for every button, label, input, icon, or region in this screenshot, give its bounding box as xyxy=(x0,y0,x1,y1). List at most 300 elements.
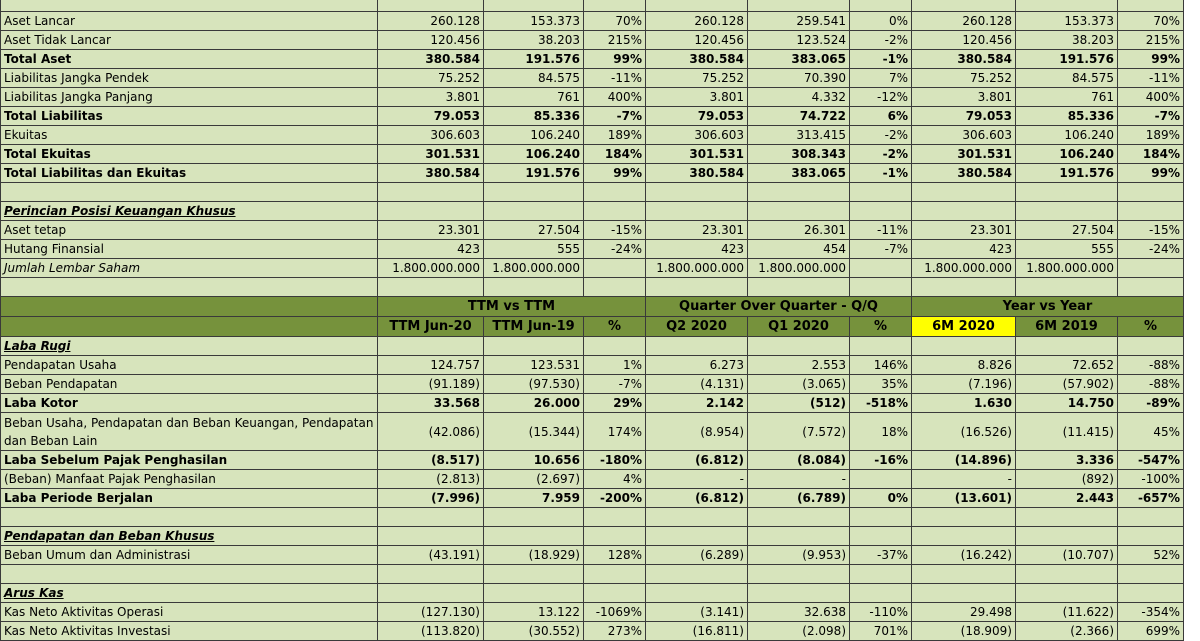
row-label[interactable]: Beban Umum dan Administrasi xyxy=(1,546,378,565)
value-cell[interactable]: - xyxy=(646,470,748,489)
value-cell[interactable]: (2.813) xyxy=(378,470,484,489)
value-cell[interactable]: 555 xyxy=(484,240,584,259)
value-cell[interactable]: 380.584 xyxy=(378,50,484,69)
column-header[interactable]: Q2 2020 xyxy=(646,317,748,337)
empty-cell[interactable] xyxy=(646,508,748,527)
value-cell[interactable]: (11.415) xyxy=(1016,413,1118,451)
value-cell[interactable]: 1.800.000.000 xyxy=(378,259,484,278)
empty-cell[interactable] xyxy=(912,183,1016,202)
value-cell[interactable]: -110% xyxy=(850,603,912,622)
value-cell[interactable]: -7% xyxy=(584,107,646,126)
value-cell[interactable]: -2% xyxy=(850,31,912,50)
value-cell[interactable]: 79.053 xyxy=(378,107,484,126)
empty-cell[interactable] xyxy=(1118,183,1184,202)
value-cell[interactable]: 153.373 xyxy=(1016,12,1118,31)
empty-cell[interactable] xyxy=(484,337,584,356)
value-cell[interactable]: 35% xyxy=(850,375,912,394)
value-cell[interactable]: 85.336 xyxy=(484,107,584,126)
value-cell[interactable]: 306.603 xyxy=(646,126,748,145)
value-cell[interactable]: 128% xyxy=(584,546,646,565)
value-cell[interactable]: 1% xyxy=(584,356,646,375)
empty-cell[interactable] xyxy=(850,508,912,527)
value-cell[interactable]: -1069% xyxy=(584,603,646,622)
value-cell[interactable]: 3.801 xyxy=(378,88,484,107)
empty-cell[interactable] xyxy=(850,183,912,202)
value-cell[interactable]: 84.575 xyxy=(484,69,584,88)
value-cell[interactable]: 761 xyxy=(484,88,584,107)
value-cell[interactable]: (7.196) xyxy=(912,375,1016,394)
value-cell[interactable]: 4% xyxy=(584,470,646,489)
value-cell[interactable]: 38.203 xyxy=(1016,31,1118,50)
empty-cell[interactable] xyxy=(646,183,748,202)
empty-cell[interactable] xyxy=(646,584,748,603)
row-label[interactable]: (Beban) Manfaat Pajak Penghasilan xyxy=(1,470,378,489)
value-cell[interactable]: -7% xyxy=(584,375,646,394)
value-cell[interactable]: (113.820) xyxy=(378,622,484,641)
value-cell[interactable]: -11% xyxy=(584,69,646,88)
value-cell[interactable]: -547% xyxy=(1118,451,1184,470)
value-cell[interactable]: 191.576 xyxy=(484,164,584,183)
value-cell[interactable]: (14.896) xyxy=(912,451,1016,470)
value-cell[interactable]: -37% xyxy=(850,546,912,565)
empty-cell[interactable] xyxy=(1118,202,1184,221)
empty-cell[interactable] xyxy=(378,202,484,221)
value-cell[interactable]: 761 xyxy=(1016,88,1118,107)
empty-cell[interactable] xyxy=(850,337,912,356)
empty-cell[interactable] xyxy=(378,584,484,603)
value-cell[interactable]: 1.800.000.000 xyxy=(1016,259,1118,278)
value-cell[interactable]: -518% xyxy=(850,394,912,413)
value-cell[interactable]: 99% xyxy=(584,50,646,69)
empty-cell[interactable] xyxy=(1118,527,1184,546)
empty-cell[interactable] xyxy=(748,584,850,603)
value-cell[interactable]: (18.909) xyxy=(912,622,1016,641)
value-cell[interactable]: -657% xyxy=(1118,489,1184,508)
empty-cell[interactable] xyxy=(1016,584,1118,603)
empty-cell[interactable] xyxy=(912,565,1016,584)
value-cell[interactable]: 301.531 xyxy=(378,145,484,164)
empty-cell[interactable] xyxy=(1016,565,1118,584)
empty-cell[interactable] xyxy=(1118,565,1184,584)
value-cell[interactable]: 23.301 xyxy=(646,221,748,240)
value-cell[interactable]: 18% xyxy=(850,413,912,451)
value-cell[interactable]: (6.289) xyxy=(646,546,748,565)
row-label[interactable]: Laba Sebelum Pajak Penghasilan xyxy=(1,451,378,470)
value-cell[interactable]: 454 xyxy=(748,240,850,259)
empty-cell[interactable] xyxy=(1016,202,1118,221)
empty-cell[interactable] xyxy=(646,565,748,584)
value-cell[interactable]: -89% xyxy=(1118,394,1184,413)
value-cell[interactable]: 7.959 xyxy=(484,489,584,508)
value-cell[interactable]: 99% xyxy=(584,164,646,183)
value-cell[interactable]: 301.531 xyxy=(912,145,1016,164)
column-header[interactable]: % xyxy=(850,317,912,337)
value-cell[interactable]: 191.576 xyxy=(484,50,584,69)
empty-cell[interactable] xyxy=(584,0,646,12)
row-label[interactable]: Beban Usaha, Pendapatan dan Beban Keuangan, Pendapatan dan Beban Lain xyxy=(1,413,378,451)
row-label[interactable]: Aset Lancar xyxy=(1,12,378,31)
value-cell[interactable]: 70% xyxy=(1118,12,1184,31)
value-cell[interactable]: 6% xyxy=(850,107,912,126)
empty-cell[interactable] xyxy=(484,278,584,297)
section-title[interactable]: Perincian Posisi Keuangan Khusus xyxy=(1,202,378,221)
value-cell[interactable]: 1.800.000.000 xyxy=(484,259,584,278)
value-cell[interactable]: 3.336 xyxy=(1016,451,1118,470)
empty-cell[interactable] xyxy=(646,202,748,221)
empty-cell[interactable] xyxy=(912,0,1016,12)
value-cell[interactable]: 1.800.000.000 xyxy=(748,259,850,278)
empty-cell[interactable] xyxy=(484,0,584,12)
empty-cell[interactable] xyxy=(1016,278,1118,297)
value-cell[interactable]: -7% xyxy=(1118,107,1184,126)
value-cell[interactable]: 306.603 xyxy=(378,126,484,145)
value-cell[interactable]: (2.366) xyxy=(1016,622,1118,641)
value-cell[interactable]: 27.504 xyxy=(1016,221,1118,240)
empty-cell[interactable] xyxy=(378,0,484,12)
empty-cell[interactable] xyxy=(1016,508,1118,527)
value-cell[interactable]: (7.996) xyxy=(378,489,484,508)
empty-cell[interactable] xyxy=(1118,337,1184,356)
value-cell[interactable]: 10.656 xyxy=(484,451,584,470)
empty-cell[interactable] xyxy=(912,202,1016,221)
value-cell[interactable]: (3.065) xyxy=(748,375,850,394)
value-cell[interactable]: 383.065 xyxy=(748,50,850,69)
value-cell[interactable]: (512) xyxy=(748,394,850,413)
empty-cell[interactable] xyxy=(484,527,584,546)
value-cell[interactable]: 1.800.000.000 xyxy=(646,259,748,278)
empty-cell[interactable] xyxy=(850,0,912,12)
empty-cell[interactable] xyxy=(748,565,850,584)
empty-cell[interactable] xyxy=(1118,0,1184,12)
value-cell[interactable]: 99% xyxy=(1118,164,1184,183)
empty-cell[interactable] xyxy=(484,202,584,221)
value-cell[interactable]: -24% xyxy=(584,240,646,259)
value-cell[interactable]: 6.273 xyxy=(646,356,748,375)
value-cell[interactable]: -12% xyxy=(850,88,912,107)
row-label[interactable]: Aset Tidak Lancar xyxy=(1,31,378,50)
empty-cell[interactable] xyxy=(1,183,378,202)
value-cell[interactable]: 45% xyxy=(1118,413,1184,451)
value-cell[interactable]: 380.584 xyxy=(646,164,748,183)
row-label[interactable]: Kas Neto Aktivitas Investasi xyxy=(1,622,378,641)
value-cell[interactable]: 70.390 xyxy=(748,69,850,88)
value-cell[interactable]: 189% xyxy=(584,126,646,145)
empty-cell[interactable] xyxy=(912,278,1016,297)
value-cell[interactable]: 380.584 xyxy=(912,50,1016,69)
value-cell[interactable]: -2% xyxy=(850,145,912,164)
row-label[interactable]: Aset tetap xyxy=(1,221,378,240)
empty-cell[interactable] xyxy=(378,183,484,202)
value-cell[interactable]: 306.603 xyxy=(912,126,1016,145)
value-cell[interactable]: 1.800.000.000 xyxy=(912,259,1016,278)
value-cell[interactable]: (43.191) xyxy=(378,546,484,565)
value-cell[interactable]: 400% xyxy=(584,88,646,107)
value-cell[interactable]: (6.812) xyxy=(646,451,748,470)
group-header-ttm[interactable]: TTM vs TTM xyxy=(378,297,646,317)
empty-cell[interactable] xyxy=(378,278,484,297)
empty-cell[interactable] xyxy=(646,0,748,12)
value-cell[interactable]: (6.789) xyxy=(748,489,850,508)
row-label[interactable]: Ekuitas xyxy=(1,126,378,145)
row-label[interactable]: Liabilitas Jangka Panjang xyxy=(1,88,378,107)
value-cell[interactable]: (11.622) xyxy=(1016,603,1118,622)
row-label[interactable]: Beban Pendapatan xyxy=(1,375,378,394)
header-blank[interactable] xyxy=(1,317,378,337)
value-cell[interactable]: 699% xyxy=(1118,622,1184,641)
value-cell[interactable]: -88% xyxy=(1118,375,1184,394)
value-cell[interactable]: 4.332 xyxy=(748,88,850,107)
value-cell[interactable]: 2.443 xyxy=(1016,489,1118,508)
value-cell[interactable]: 380.584 xyxy=(646,50,748,69)
empty-cell[interactable] xyxy=(1016,0,1118,12)
value-cell[interactable]: 26.000 xyxy=(484,394,584,413)
empty-cell[interactable] xyxy=(484,183,584,202)
value-cell[interactable]: 72.652 xyxy=(1016,356,1118,375)
empty-cell[interactable] xyxy=(748,278,850,297)
value-cell[interactable]: (9.953) xyxy=(748,546,850,565)
value-cell[interactable] xyxy=(850,470,912,489)
value-cell[interactable]: (15.344) xyxy=(484,413,584,451)
value-cell[interactable]: 174% xyxy=(584,413,646,451)
value-cell[interactable]: (18.929) xyxy=(484,546,584,565)
column-header[interactable]: TTM Jun-19 xyxy=(484,317,584,337)
value-cell[interactable]: 191.576 xyxy=(1016,50,1118,69)
empty-cell[interactable] xyxy=(646,278,748,297)
value-cell[interactable]: - xyxy=(748,470,850,489)
value-cell[interactable]: -354% xyxy=(1118,603,1184,622)
empty-cell[interactable] xyxy=(378,565,484,584)
value-cell[interactable]: 23.301 xyxy=(378,221,484,240)
value-cell[interactable]: -16% xyxy=(850,451,912,470)
value-cell[interactable]: -1% xyxy=(850,50,912,69)
value-cell[interactable]: 555 xyxy=(1016,240,1118,259)
row-label[interactable]: Total Liabilitas xyxy=(1,107,378,126)
empty-cell[interactable] xyxy=(1118,508,1184,527)
value-cell[interactable]: 308.343 xyxy=(748,145,850,164)
empty-cell[interactable] xyxy=(378,337,484,356)
column-header[interactable]: 6M 2019 xyxy=(1016,317,1118,337)
value-cell[interactable]: 0% xyxy=(850,12,912,31)
empty-cell[interactable] xyxy=(584,565,646,584)
empty-cell[interactable] xyxy=(484,565,584,584)
value-cell[interactable]: 123.524 xyxy=(748,31,850,50)
empty-cell[interactable] xyxy=(584,183,646,202)
value-cell[interactable]: 29.498 xyxy=(912,603,1016,622)
value-cell[interactable]: 184% xyxy=(1118,145,1184,164)
value-cell[interactable]: (3.141) xyxy=(646,603,748,622)
value-cell[interactable]: 189% xyxy=(1118,126,1184,145)
value-cell[interactable]: (42.086) xyxy=(378,413,484,451)
column-header[interactable]: TTM Jun-20 xyxy=(378,317,484,337)
value-cell[interactable]: -200% xyxy=(584,489,646,508)
value-cell[interactable]: (16.811) xyxy=(646,622,748,641)
value-cell[interactable]: 3.801 xyxy=(646,88,748,107)
value-cell[interactable]: 313.415 xyxy=(748,126,850,145)
value-cell[interactable]: 423 xyxy=(912,240,1016,259)
empty-cell[interactable] xyxy=(584,278,646,297)
value-cell[interactable]: (30.552) xyxy=(484,622,584,641)
empty-cell[interactable] xyxy=(1,0,378,12)
value-cell[interactable]: 99% xyxy=(1118,50,1184,69)
value-cell[interactable]: -24% xyxy=(1118,240,1184,259)
value-cell[interactable]: 259.541 xyxy=(748,12,850,31)
value-cell[interactable]: (892) xyxy=(1016,470,1118,489)
value-cell[interactable]: 120.456 xyxy=(378,31,484,50)
value-cell[interactable]: 701% xyxy=(850,622,912,641)
value-cell[interactable]: 84.575 xyxy=(1016,69,1118,88)
value-cell[interactable]: (2.098) xyxy=(748,622,850,641)
empty-cell[interactable] xyxy=(748,508,850,527)
value-cell[interactable]: -180% xyxy=(584,451,646,470)
row-label[interactable]: Total Aset xyxy=(1,50,378,69)
empty-cell[interactable] xyxy=(584,584,646,603)
value-cell[interactable]: (127.130) xyxy=(378,603,484,622)
value-cell[interactable]: 7% xyxy=(850,69,912,88)
value-cell[interactable]: (16.242) xyxy=(912,546,1016,565)
empty-cell[interactable] xyxy=(484,584,584,603)
empty-cell[interactable] xyxy=(1016,337,1118,356)
value-cell[interactable]: 273% xyxy=(584,622,646,641)
value-cell[interactable]: 215% xyxy=(584,31,646,50)
value-cell[interactable]: (10.707) xyxy=(1016,546,1118,565)
empty-cell[interactable] xyxy=(584,527,646,546)
empty-cell[interactable] xyxy=(584,337,646,356)
row-label[interactable]: Laba Kotor xyxy=(1,394,378,413)
empty-cell[interactable] xyxy=(748,202,850,221)
empty-cell[interactable] xyxy=(1,278,378,297)
row-label[interactable]: Jumlah Lembar Saham xyxy=(1,259,378,278)
value-cell[interactable]: 29% xyxy=(584,394,646,413)
value-cell[interactable]: (4.131) xyxy=(646,375,748,394)
value-cell[interactable]: 260.128 xyxy=(912,12,1016,31)
row-label[interactable]: Pendapatan Usaha xyxy=(1,356,378,375)
value-cell[interactable]: 383.065 xyxy=(748,164,850,183)
value-cell[interactable]: (7.572) xyxy=(748,413,850,451)
row-label[interactable]: Kas Neto Aktivitas Operasi xyxy=(1,603,378,622)
value-cell[interactable]: 33.568 xyxy=(378,394,484,413)
value-cell[interactable]: 123.531 xyxy=(484,356,584,375)
value-cell[interactable]: 27.504 xyxy=(484,221,584,240)
empty-cell[interactable] xyxy=(1016,527,1118,546)
value-cell[interactable]: 74.722 xyxy=(748,107,850,126)
value-cell[interactable]: 52% xyxy=(1118,546,1184,565)
value-cell[interactable]: 423 xyxy=(378,240,484,259)
value-cell[interactable]: 75.252 xyxy=(378,69,484,88)
value-cell[interactable]: 14.750 xyxy=(1016,394,1118,413)
row-label[interactable]: Liabilitas Jangka Pendek xyxy=(1,69,378,88)
empty-cell[interactable] xyxy=(378,508,484,527)
value-cell[interactable]: 23.301 xyxy=(912,221,1016,240)
empty-cell[interactable] xyxy=(646,527,748,546)
value-cell[interactable]: 184% xyxy=(584,145,646,164)
value-cell[interactable]: - xyxy=(912,470,1016,489)
section-title[interactable]: Arus Kas xyxy=(1,584,378,603)
value-cell[interactable]: 79.053 xyxy=(646,107,748,126)
value-cell[interactable]: 124.757 xyxy=(378,356,484,375)
value-cell[interactable]: (16.526) xyxy=(912,413,1016,451)
value-cell[interactable]: 1.630 xyxy=(912,394,1016,413)
empty-cell[interactable] xyxy=(646,337,748,356)
empty-cell[interactable] xyxy=(584,508,646,527)
value-cell[interactable]: 8.826 xyxy=(912,356,1016,375)
value-cell[interactable]: -88% xyxy=(1118,356,1184,375)
empty-cell[interactable] xyxy=(1118,278,1184,297)
value-cell[interactable]: (6.812) xyxy=(646,489,748,508)
value-cell[interactable]: (91.189) xyxy=(378,375,484,394)
value-cell[interactable]: 400% xyxy=(1118,88,1184,107)
row-label[interactable]: Total Liabilitas dan Ekuitas xyxy=(1,164,378,183)
value-cell[interactable]: 0% xyxy=(850,489,912,508)
empty-cell[interactable] xyxy=(378,527,484,546)
empty-cell[interactable] xyxy=(1,508,378,527)
value-cell[interactable]: 301.531 xyxy=(646,145,748,164)
value-cell[interactable]: (8.954) xyxy=(646,413,748,451)
empty-cell[interactable] xyxy=(1016,183,1118,202)
column-header[interactable]: Q1 2020 xyxy=(748,317,850,337)
empty-cell[interactable] xyxy=(584,202,646,221)
value-cell[interactable]: 13.122 xyxy=(484,603,584,622)
value-cell[interactable]: 106.240 xyxy=(484,126,584,145)
value-cell[interactable]: 423 xyxy=(646,240,748,259)
value-cell[interactable]: 3.801 xyxy=(912,88,1016,107)
empty-cell[interactable] xyxy=(912,527,1016,546)
value-cell[interactable]: -11% xyxy=(850,221,912,240)
value-cell[interactable]: 26.301 xyxy=(748,221,850,240)
value-cell[interactable] xyxy=(584,259,646,278)
empty-cell[interactable] xyxy=(850,584,912,603)
value-cell[interactable]: 380.584 xyxy=(912,164,1016,183)
value-cell[interactable]: 146% xyxy=(850,356,912,375)
value-cell[interactable]: 85.336 xyxy=(1016,107,1118,126)
empty-cell[interactable] xyxy=(850,202,912,221)
value-cell[interactable]: 38.203 xyxy=(484,31,584,50)
value-cell[interactable]: (8.517) xyxy=(378,451,484,470)
value-cell[interactable]: 153.373 xyxy=(484,12,584,31)
empty-cell[interactable] xyxy=(912,508,1016,527)
value-cell[interactable]: 75.252 xyxy=(912,69,1016,88)
value-cell[interactable]: -7% xyxy=(850,240,912,259)
empty-cell[interactable] xyxy=(748,0,850,12)
value-cell[interactable]: 70% xyxy=(584,12,646,31)
row-label[interactable]: Total Ekuitas xyxy=(1,145,378,164)
value-cell[interactable]: 2.142 xyxy=(646,394,748,413)
value-cell[interactable]: 191.576 xyxy=(1016,164,1118,183)
value-cell[interactable]: 260.128 xyxy=(646,12,748,31)
value-cell[interactable]: -15% xyxy=(1118,221,1184,240)
value-cell[interactable]: 260.128 xyxy=(378,12,484,31)
header-blank[interactable] xyxy=(1,297,378,317)
empty-cell[interactable] xyxy=(484,508,584,527)
value-cell[interactable]: -100% xyxy=(1118,470,1184,489)
row-label[interactable]: Laba Periode Berjalan xyxy=(1,489,378,508)
value-cell[interactable]: 380.584 xyxy=(378,164,484,183)
value-cell[interactable]: -2% xyxy=(850,126,912,145)
value-cell[interactable]: (57.902) xyxy=(1016,375,1118,394)
value-cell[interactable] xyxy=(850,259,912,278)
empty-cell[interactable] xyxy=(850,565,912,584)
value-cell[interactable]: 106.240 xyxy=(1016,145,1118,164)
value-cell[interactable]: (13.601) xyxy=(912,489,1016,508)
value-cell[interactable]: 215% xyxy=(1118,31,1184,50)
value-cell[interactable]: (8.084) xyxy=(748,451,850,470)
empty-cell[interactable] xyxy=(1,565,378,584)
group-header-yoy[interactable]: Year vs Year xyxy=(912,297,1184,317)
value-cell[interactable]: 75.252 xyxy=(646,69,748,88)
value-cell[interactable]: 106.240 xyxy=(1016,126,1118,145)
column-header[interactable]: % xyxy=(1118,317,1184,337)
value-cell[interactable]: 120.456 xyxy=(912,31,1016,50)
empty-cell[interactable] xyxy=(912,337,1016,356)
